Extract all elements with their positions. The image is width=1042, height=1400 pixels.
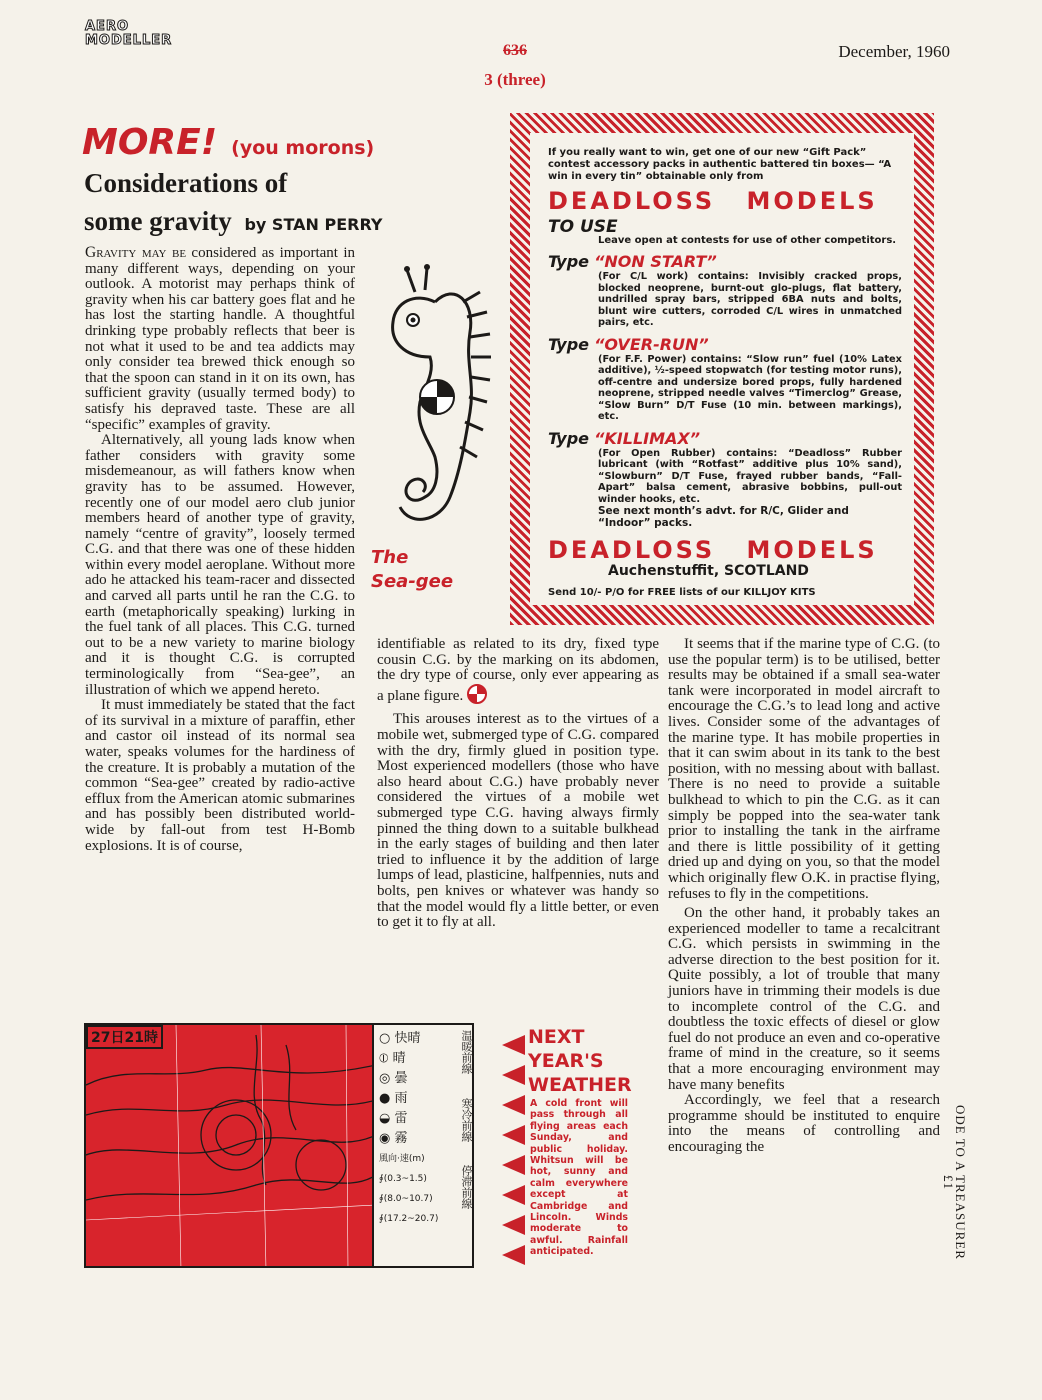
seagee-illustration bbox=[375, 262, 505, 552]
article-paragraph bbox=[377, 637, 659, 704]
advert-brand: DEADLOSS MODELS bbox=[548, 187, 878, 215]
masthead-line1: AERO bbox=[85, 19, 130, 34]
weather-title-line1: NEXT bbox=[528, 1026, 585, 1048]
article-title-line2 bbox=[84, 206, 484, 237]
wind-range: ∮(0.3~1.5) bbox=[379, 1174, 427, 1184]
warm-front-label: 温暖前線 bbox=[460, 1030, 473, 1074]
article-kicker-aside: (you morons) bbox=[231, 137, 375, 159]
advert-type-word: Type bbox=[548, 428, 589, 448]
legend-label: 曇 bbox=[394, 1071, 408, 1086]
illustration-caption bbox=[371, 546, 461, 594]
article-paragraph bbox=[85, 245, 355, 433]
weather-forecast: A cold front will pass through all flying areas each Sunday, and public holiday. Whitsun will be hot, sunny and calm everywhere except at Cambridge and Lincoln. Winds moderate to awful. Rainfall anticipated. bbox=[530, 1098, 628, 1258]
fog-icon: ◉ bbox=[379, 1131, 391, 1146]
legend-label: 雷 bbox=[394, 1111, 408, 1126]
rain-icon: ● bbox=[379, 1091, 391, 1106]
masthead-logo bbox=[85, 20, 205, 48]
article-title-text: some gravity bbox=[84, 206, 232, 236]
wind-range: ∮(8.0~10.7) bbox=[379, 1194, 433, 1204]
article-kicker: MORE! bbox=[82, 122, 218, 163]
side-caption-line2: £1 bbox=[941, 1175, 956, 1190]
article-column-1 bbox=[85, 245, 355, 854]
weather-map-graphic bbox=[86, 1025, 374, 1268]
advert-type-name: “OVER-RUN” bbox=[594, 334, 709, 354]
thunder-icon: ◒ bbox=[379, 1111, 391, 1126]
article-paragraph: It seems that if the marine type of C.G. (to use the popular term) is to be utilised, better results may be obtained if a small sea-water tank were incorporated in model aircraft to encourage the C.G.’s to lead long and active lives. Consider some of the advantages of the marine type. It has mobile properties in that it can swim about in its tank to the best position, with no messing about with ballast. There is no need to provide a suitable bulkhead to which to pin the C.G. as it can simply be popped into the sea-water tank prior to installing the tank in the airframe and there is little possibility of it getting dried up and dying on you, so that the model which originally flew O.K. in practise flying, refuses to fly in the competitions. bbox=[668, 636, 940, 902]
advert-see-next: See next month’s advt. for R/C, Glider and “Indoor” packs. bbox=[598, 505, 849, 529]
page-number: 636 bbox=[503, 42, 527, 59]
advert-type-item bbox=[548, 429, 902, 506]
advert-type-item bbox=[548, 335, 902, 423]
article-lead-in: Gravity may be bbox=[85, 244, 187, 261]
advert-type-item bbox=[548, 252, 902, 329]
advert-type-desc: (For Open Rubber) contains: “Deadloss” Rubber lubricant (with “Rotfast” additive plus 10% sand), “Slowburn” D/T Fuse, frayed rubber bands, “Fall-Apart” balsa cement, abrasive bobbins, pull-out winder hooks, etc. bbox=[598, 447, 902, 505]
issue-date: December, 1960 bbox=[838, 42, 950, 61]
article-column-2 bbox=[377, 637, 659, 931]
advert-intro: If you really want to win, get one of our new “Gift Pack” contest accessory packs in authentic battered tin boxes— “A win in every tin” obtainable only from bbox=[548, 147, 892, 182]
weather-map-date: 27日21時 bbox=[86, 1025, 163, 1049]
weather-title-line3: WEATHER bbox=[528, 1074, 632, 1096]
advert-send-note: Send 10/- P/O for FREE lists of our KILLJOY KITS bbox=[548, 587, 816, 598]
side-caption bbox=[940, 1095, 968, 1295]
legend-label: 快晴 bbox=[394, 1031, 421, 1046]
deadloss-advert bbox=[510, 113, 934, 625]
article-paragraph-text: identifiable as related to its dry, fixed type cousin C.G. by the marking on its abdomen, the dry type of course, only ever appearing as a plane figure. bbox=[377, 636, 659, 704]
advert-type-word: Type bbox=[548, 252, 589, 271]
article-paragraph: Accordingly, we feel that a research programme should be instituted to enquire into the means of controlling and encouraging the bbox=[668, 1092, 940, 1155]
cold-front-label: 寒冷前線 bbox=[460, 1097, 473, 1142]
weather-title bbox=[528, 1025, 648, 1097]
page-note: 3 (three) bbox=[484, 70, 546, 89]
legend-label: 霧 bbox=[394, 1131, 408, 1146]
wind-barb-icon: ∮ bbox=[379, 1214, 384, 1224]
advert-leave-note: Leave open at contests for use of other competitors. bbox=[598, 235, 897, 246]
wind-barb-icon: ∮ bbox=[379, 1194, 384, 1204]
article-kicker-row bbox=[82, 122, 412, 163]
side-caption-line1: ODE TO A TREASURER bbox=[953, 1105, 968, 1260]
advert-type-desc: (For F.F. Power) contains: “Slow run” fuel (10% Latex additive), ½-speed stopwatch (for testing motor runs), off-centre and undersize bored props, fully hardened neoprene, stripped needle valves “Timerclog” Grease, “Slow Burn” D/T Fuse (10 min. between markings), etc. bbox=[598, 353, 902, 422]
advert-type-name: “KILLIMAX” bbox=[594, 428, 701, 448]
advert-body bbox=[530, 133, 914, 605]
article-title-line1: Considerations of bbox=[84, 168, 288, 198]
advert-type-word: Type bbox=[548, 334, 589, 354]
article-byline: by STAN PERRY bbox=[244, 215, 383, 234]
wind-range: ∮(17.2~20.7) bbox=[379, 1214, 439, 1224]
legend-label: 晴 bbox=[392, 1051, 406, 1066]
legend-label: 雨 bbox=[394, 1091, 408, 1106]
illustration-caption-line1: The bbox=[371, 547, 409, 568]
advert-type-desc: (For C/L work) contains: Invisibly cracked props, blocked neoprene, burnt-out glo-plugs, flat battery, undrilled spray bars, stripped 6BA nuts and bolts, blunt wire cutters, corroded C/L wires in unmatched pairs, etc. bbox=[598, 271, 902, 328]
stationary-front-label: 停滞前線 bbox=[460, 1165, 473, 1209]
fine-icon: ⦶ bbox=[379, 1051, 389, 1066]
front-labels bbox=[452, 1030, 472, 1209]
weather-legend bbox=[374, 1023, 474, 1268]
clear-sky-icon: ○ bbox=[379, 1031, 391, 1046]
weather-arrows-icon bbox=[490, 1023, 525, 1268]
advert-type-name: “NON START” bbox=[594, 252, 717, 271]
article-column-3 bbox=[668, 637, 940, 1156]
masthead-line2: MODELLER bbox=[85, 33, 173, 48]
weather-map bbox=[84, 1023, 374, 1268]
wind-label: 風向·速(m) bbox=[379, 1154, 425, 1164]
article-paragraph: This arouses interest as to the virtues of a mobile wet, submerged type of C.G. compared with the dry, firmly glued in position type. Most experienced modellers (those who have also heard about C.G.) have probably never considered the virtues of a mobile wet submerged type C.G. having always firmly pinned the thing down to a suitable bulkhead in the early stages of building and then later tried to influence it by the addition of large lumps of lead, plasticine, halfpennies, nuts and bolts, pen knives or whatever was handy so that the model would fly a little better, or even to get it to fly at all. bbox=[377, 711, 659, 931]
cloudy-icon: ◎ bbox=[379, 1071, 391, 1086]
illustration-caption-line2: Sea-gee bbox=[371, 571, 454, 592]
article-paragraph: Alternatively, all young lads know when father considers with gravity some misdemeanour, as will fathers know when gravity has to be assumed. However, recently one of our model aero club junior members heard of another type of gravity, namely “centre of gravity”, loosely termed C.G. and that there was one of these hidden within every model aeroplane. Without more ado he attacked his team-racer and dissected and carved all parts until he ran the C.G. to earth (metaphorically speaking) lurking in the fuel tank of all places. This C.G. turned out to be a new variety to marine biology and it is thought C.G. is corrupted terminologically from “Sea-gee”, an illustration of which we append hereto. bbox=[85, 432, 355, 698]
article-paragraph-text: considered as important in many different ways, depending on your outlook. A motorist may perhaps think of gravity when his car battery goes flat and he has lost the starting handle. A thoughtful drinking type probably reflects that beer is not what it used to be and tea addicts may only consider tea brewed thick enough so that the spoon can stand in it on its own, has sufficient gravity (usually termed body) to satisfy his depraved taste. These are all “specific” examples of gravity. bbox=[85, 245, 355, 433]
wind-barb-icon: ∮ bbox=[379, 1174, 384, 1184]
cg-symbol-icon bbox=[467, 684, 487, 704]
article-paragraph: It must immediately be stated that the fact of its survival in a mixture of paraffin, ether and castor oil instead of its normal sea water, speaks volumes for the hardiness of the creature. It is probably a mutation of the common “Sea-gee” created by radio-active efflux from the American atomic submarines and has possibly been distributed world-wide by fall-out from test H-Bomb explosions. It is of course, bbox=[85, 697, 355, 854]
article-paragraph: On the other hand, it probably takes an experienced modeller to tame a recalcitrant C.G. which persists in swimming in the adverse direction to the best position for it. Quite possibly, a lot of trouble that many juniors have in trimming their models is due to incomplete control of the C.G. and doubtless the toxic effects of diesel or glow fuel do not produce an even and co-operative frame of mind in the creature, so it seems that a more encouraging environment may have many benefits bbox=[668, 905, 940, 1093]
advert-address: Auchenstuffit, SCOTLAND bbox=[608, 563, 809, 579]
weather-title-line2: YEAR'S bbox=[528, 1050, 604, 1072]
advert-brand-repeat: DEADLOSS MODELS bbox=[548, 536, 878, 564]
advert-to-use: TO USE bbox=[548, 217, 618, 237]
